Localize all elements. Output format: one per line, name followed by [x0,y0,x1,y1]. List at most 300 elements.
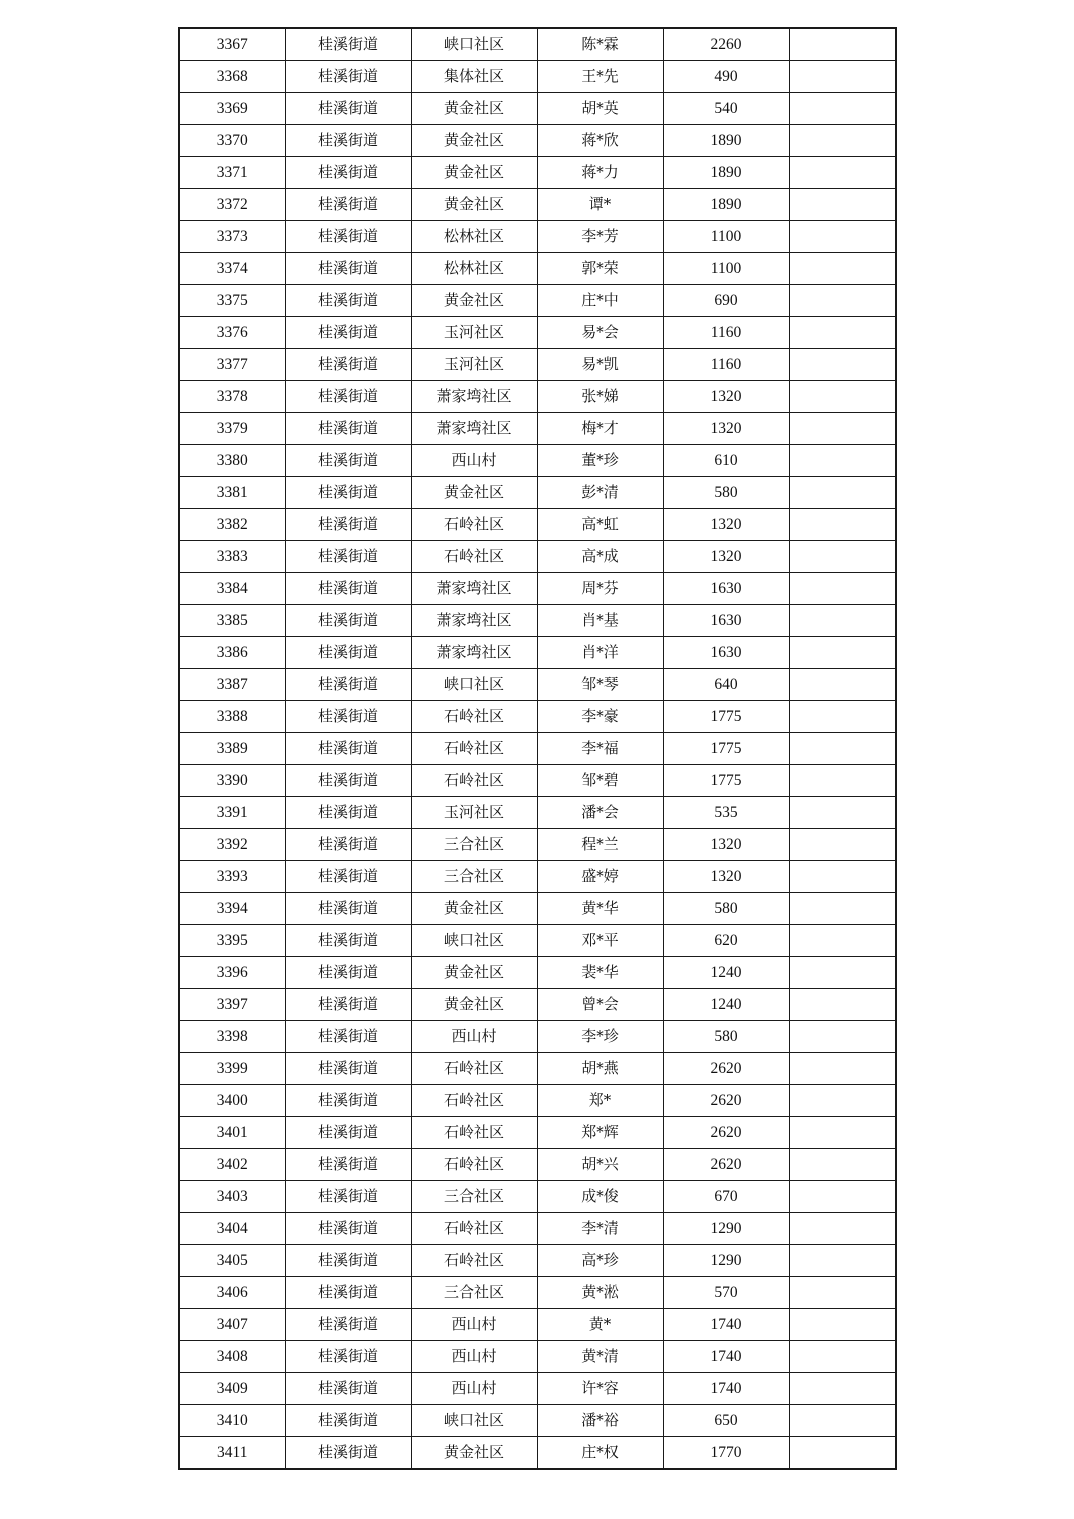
community-cell: 峡口社区 [411,28,537,61]
name-cell: 胡*英 [537,93,663,125]
amount-cell: 580 [663,1021,789,1053]
remark-cell [789,221,896,253]
row-number-cell: 3369 [179,93,285,125]
amount-cell: 1740 [663,1373,789,1405]
table-row [179,925,896,957]
name-cell: 郑* [537,1085,663,1117]
street-cell: 桂溪街道 [285,1213,411,1245]
row-number-cell: 3399 [179,1053,285,1085]
table-row [179,1437,896,1470]
row-number-cell: 3403 [179,1181,285,1213]
community-cell: 石岭社区 [411,509,537,541]
amount-cell: 1775 [663,765,789,797]
street-cell: 桂溪街道 [285,925,411,957]
amount-cell: 1320 [663,861,789,893]
remark-cell [789,445,896,477]
table-row [179,253,896,285]
name-cell: 高*成 [537,541,663,573]
name-cell: 郑*辉 [537,1117,663,1149]
street-cell: 桂溪街道 [285,253,411,285]
name-cell: 黄*清 [537,1341,663,1373]
row-number-cell: 3393 [179,861,285,893]
community-cell: 黄金社区 [411,125,537,157]
name-cell: 肖*洋 [537,637,663,669]
street-cell: 桂溪街道 [285,93,411,125]
street-cell: 桂溪街道 [285,1277,411,1309]
name-cell: 李*清 [537,1213,663,1245]
street-cell: 桂溪街道 [285,829,411,861]
community-cell: 西山村 [411,445,537,477]
remark-cell [789,1085,896,1117]
amount-cell: 1100 [663,253,789,285]
row-number-cell: 3382 [179,509,285,541]
table-row [179,989,896,1021]
street-cell: 桂溪街道 [285,189,411,221]
street-cell: 桂溪街道 [285,125,411,157]
amount-cell: 580 [663,893,789,925]
remark-cell [789,733,896,765]
row-number-cell: 3389 [179,733,285,765]
row-number-cell: 3370 [179,125,285,157]
amount-cell: 670 [663,1181,789,1213]
table-row [179,669,896,701]
remark-cell [789,573,896,605]
amount-cell: 640 [663,669,789,701]
amount-cell: 535 [663,797,789,829]
community-cell: 萧家塆社区 [411,637,537,669]
amount-cell: 1320 [663,381,789,413]
table-row [179,61,896,93]
table-row [179,733,896,765]
amount-cell: 1740 [663,1341,789,1373]
name-cell: 程*兰 [537,829,663,861]
amount-cell: 1740 [663,1309,789,1341]
name-cell: 李*芳 [537,221,663,253]
table-row [179,125,896,157]
remark-cell [789,541,896,573]
amount-cell: 2260 [663,28,789,61]
amount-cell: 570 [663,1277,789,1309]
amount-cell: 1290 [663,1245,789,1277]
name-cell: 张*娣 [537,381,663,413]
community-cell: 萧家塆社区 [411,605,537,637]
community-cell: 石岭社区 [411,1149,537,1181]
row-number-cell: 3367 [179,28,285,61]
amount-cell: 1320 [663,541,789,573]
row-number-cell: 3383 [179,541,285,573]
street-cell: 桂溪街道 [285,349,411,381]
community-cell: 西山村 [411,1021,537,1053]
street-cell: 桂溪街道 [285,541,411,573]
remark-cell [789,1341,896,1373]
remark-cell [789,93,896,125]
amount-cell: 1630 [663,637,789,669]
community-cell: 黄金社区 [411,93,537,125]
remark-cell [789,957,896,989]
name-cell: 庄*中 [537,285,663,317]
table-row [179,701,896,733]
table-row [179,1245,896,1277]
remark-cell [789,477,896,509]
community-cell: 石岭社区 [411,1245,537,1277]
remark-cell [789,1437,896,1470]
name-cell: 高*虹 [537,509,663,541]
amount-cell: 540 [663,93,789,125]
amount-cell: 1630 [663,605,789,637]
street-cell: 桂溪街道 [285,989,411,1021]
row-number-cell: 3376 [179,317,285,349]
amount-cell: 1160 [663,349,789,381]
name-cell: 王*先 [537,61,663,93]
remark-cell [789,1245,896,1277]
remark-cell [789,925,896,957]
row-number-cell: 3390 [179,765,285,797]
street-cell: 桂溪街道 [285,797,411,829]
street-cell: 桂溪街道 [285,1149,411,1181]
community-cell: 松林社区 [411,221,537,253]
name-cell: 梅*才 [537,413,663,445]
name-cell: 易*凯 [537,349,663,381]
amount-cell: 1890 [663,189,789,221]
street-cell: 桂溪街道 [285,285,411,317]
table-row [179,1021,896,1053]
remark-cell [789,157,896,189]
table-row [179,637,896,669]
remark-cell [789,413,896,445]
name-cell: 潘*会 [537,797,663,829]
remark-cell [789,1181,896,1213]
table-row [179,797,896,829]
table-row [179,1117,896,1149]
name-cell: 庄*权 [537,1437,663,1470]
amount-cell: 1890 [663,157,789,189]
street-cell: 桂溪街道 [285,1053,411,1085]
amount-cell: 620 [663,925,789,957]
name-cell: 易*会 [537,317,663,349]
name-cell: 盛*婷 [537,861,663,893]
name-cell: 周*芬 [537,573,663,605]
amount-cell: 690 [663,285,789,317]
remark-cell [789,669,896,701]
row-number-cell: 3368 [179,61,285,93]
street-cell: 桂溪街道 [285,733,411,765]
street-cell: 桂溪街道 [285,957,411,989]
remark-cell [789,765,896,797]
name-cell: 郭*荣 [537,253,663,285]
name-cell: 邓*平 [537,925,663,957]
row-number-cell: 3386 [179,637,285,669]
name-cell: 裴*华 [537,957,663,989]
table-row [179,1181,896,1213]
row-number-cell: 3401 [179,1117,285,1149]
community-cell: 石岭社区 [411,701,537,733]
street-cell: 桂溪街道 [285,509,411,541]
name-cell: 成*俊 [537,1181,663,1213]
community-cell: 玉河社区 [411,797,537,829]
row-number-cell: 3373 [179,221,285,253]
community-cell: 三合社区 [411,861,537,893]
remark-cell [789,797,896,829]
remark-cell [789,317,896,349]
name-cell: 黄*华 [537,893,663,925]
remark-cell [789,381,896,413]
amount-cell: 1320 [663,509,789,541]
amount-cell: 1100 [663,221,789,253]
row-number-cell: 3407 [179,1309,285,1341]
name-cell: 胡*兴 [537,1149,663,1181]
table-body [179,28,896,1469]
street-cell: 桂溪街道 [285,1309,411,1341]
row-number-cell: 3404 [179,1213,285,1245]
row-number-cell: 3411 [179,1437,285,1470]
remark-cell [789,28,896,61]
table-row [179,1341,896,1373]
table-row [179,349,896,381]
table-row [179,1085,896,1117]
remark-cell [789,349,896,381]
table-row [179,445,896,477]
community-cell: 石岭社区 [411,541,537,573]
community-cell: 石岭社区 [411,1053,537,1085]
table-row [179,317,896,349]
row-number-cell: 3406 [179,1277,285,1309]
table-row [179,93,896,125]
street-cell: 桂溪街道 [285,573,411,605]
row-number-cell: 3405 [179,1245,285,1277]
row-number-cell: 3374 [179,253,285,285]
community-cell: 西山村 [411,1309,537,1341]
street-cell: 桂溪街道 [285,1085,411,1117]
name-cell: 李*豪 [537,701,663,733]
amount-cell: 2620 [663,1117,789,1149]
street-cell: 桂溪街道 [285,445,411,477]
community-cell: 西山村 [411,1341,537,1373]
street-cell: 桂溪街道 [285,637,411,669]
row-number-cell: 3395 [179,925,285,957]
row-number-cell: 3391 [179,797,285,829]
remark-cell [789,1309,896,1341]
table-row [179,541,896,573]
data-table [178,27,897,1470]
street-cell: 桂溪街道 [285,381,411,413]
amount-cell: 1320 [663,413,789,445]
street-cell: 桂溪街道 [285,605,411,637]
community-cell: 石岭社区 [411,1213,537,1245]
street-cell: 桂溪街道 [285,157,411,189]
name-cell: 许*容 [537,1373,663,1405]
table-row [179,1053,896,1085]
name-cell: 蒋*欣 [537,125,663,157]
table-row [179,957,896,989]
name-cell: 胡*燕 [537,1053,663,1085]
row-number-cell: 3396 [179,957,285,989]
name-cell: 邹*碧 [537,765,663,797]
table-row [179,477,896,509]
street-cell: 桂溪街道 [285,477,411,509]
row-number-cell: 3402 [179,1149,285,1181]
amount-cell: 490 [663,61,789,93]
table-row [179,1277,896,1309]
name-cell: 高*珍 [537,1245,663,1277]
remark-cell [789,893,896,925]
table-row [179,1309,896,1341]
community-cell: 黄金社区 [411,477,537,509]
remark-cell [789,1021,896,1053]
street-cell: 桂溪街道 [285,1117,411,1149]
street-cell: 桂溪街道 [285,861,411,893]
name-cell: 董*珍 [537,445,663,477]
row-number-cell: 3394 [179,893,285,925]
remark-cell [789,61,896,93]
remark-cell [789,989,896,1021]
street-cell: 桂溪街道 [285,1245,411,1277]
remark-cell [789,1149,896,1181]
row-number-cell: 3400 [179,1085,285,1117]
remark-cell [789,637,896,669]
community-cell: 黄金社区 [411,189,537,221]
amount-cell: 2620 [663,1085,789,1117]
table-row [179,1373,896,1405]
amount-cell: 2620 [663,1149,789,1181]
name-cell: 谭* [537,189,663,221]
remark-cell [789,253,896,285]
amount-cell: 1160 [663,317,789,349]
remark-cell [789,1277,896,1309]
row-number-cell: 3379 [179,413,285,445]
remark-cell [789,1053,896,1085]
name-cell: 曾*会 [537,989,663,1021]
amount-cell: 610 [663,445,789,477]
street-cell: 桂溪街道 [285,1181,411,1213]
row-number-cell: 3381 [179,477,285,509]
table-row [179,1405,896,1437]
community-cell: 集体社区 [411,61,537,93]
table-row [179,285,896,317]
community-cell: 三合社区 [411,829,537,861]
remark-cell [789,1213,896,1245]
amount-cell: 1775 [663,701,789,733]
row-number-cell: 3388 [179,701,285,733]
community-cell: 黄金社区 [411,957,537,989]
table-row [179,829,896,861]
community-cell: 玉河社区 [411,317,537,349]
table-row [179,413,896,445]
community-cell: 峡口社区 [411,1405,537,1437]
remark-cell [789,1117,896,1149]
remark-cell [789,509,896,541]
community-cell: 三合社区 [411,1181,537,1213]
table-row [179,573,896,605]
table-row [179,221,896,253]
amount-cell: 1630 [663,573,789,605]
row-number-cell: 3384 [179,573,285,605]
community-cell: 黄金社区 [411,1437,537,1470]
name-cell: 李*福 [537,733,663,765]
street-cell: 桂溪街道 [285,1405,411,1437]
community-cell: 三合社区 [411,1277,537,1309]
row-number-cell: 3375 [179,285,285,317]
row-number-cell: 3410 [179,1405,285,1437]
row-number-cell: 3380 [179,445,285,477]
table-row [179,381,896,413]
remark-cell [789,1373,896,1405]
community-cell: 石岭社区 [411,765,537,797]
community-cell: 萧家塆社区 [411,413,537,445]
table-row [179,605,896,637]
name-cell: 彭*清 [537,477,663,509]
table-row [179,893,896,925]
table-row [179,1213,896,1245]
community-cell: 松林社区 [411,253,537,285]
street-cell: 桂溪街道 [285,1021,411,1053]
row-number-cell: 3378 [179,381,285,413]
street-cell: 桂溪街道 [285,669,411,701]
community-cell: 萧家塆社区 [411,573,537,605]
row-number-cell: 3385 [179,605,285,637]
amount-cell: 1890 [663,125,789,157]
community-cell: 石岭社区 [411,1085,537,1117]
street-cell: 桂溪街道 [285,701,411,733]
street-cell: 桂溪街道 [285,317,411,349]
amount-cell: 1240 [663,957,789,989]
community-cell: 黄金社区 [411,989,537,1021]
name-cell: 潘*裕 [537,1405,663,1437]
row-number-cell: 3398 [179,1021,285,1053]
remark-cell [789,861,896,893]
name-cell: 肖*基 [537,605,663,637]
amount-cell: 1770 [663,1437,789,1470]
street-cell: 桂溪街道 [285,1341,411,1373]
community-cell: 西山村 [411,1373,537,1405]
remark-cell [789,189,896,221]
name-cell: 李*珍 [537,1021,663,1053]
remark-cell [789,701,896,733]
row-number-cell: 3372 [179,189,285,221]
street-cell: 桂溪街道 [285,1373,411,1405]
amount-cell: 1320 [663,829,789,861]
row-number-cell: 3392 [179,829,285,861]
table-row [179,765,896,797]
amount-cell: 1240 [663,989,789,1021]
community-cell: 萧家塆社区 [411,381,537,413]
community-cell: 玉河社区 [411,349,537,381]
amount-cell: 1290 [663,1213,789,1245]
table-row [179,189,896,221]
remark-cell [789,829,896,861]
name-cell: 邹*琴 [537,669,663,701]
community-cell: 黄金社区 [411,893,537,925]
remark-cell [789,285,896,317]
table-row [179,28,896,61]
community-cell: 石岭社区 [411,733,537,765]
name-cell: 黄* [537,1309,663,1341]
row-number-cell: 3397 [179,989,285,1021]
remark-cell [789,125,896,157]
amount-cell: 1775 [663,733,789,765]
amount-cell: 650 [663,1405,789,1437]
table-row [179,509,896,541]
street-cell: 桂溪街道 [285,765,411,797]
table-row [179,157,896,189]
amount-cell: 2620 [663,1053,789,1085]
street-cell: 桂溪街道 [285,413,411,445]
remark-cell [789,605,896,637]
row-number-cell: 3408 [179,1341,285,1373]
amount-cell: 580 [663,477,789,509]
remark-cell [789,1405,896,1437]
street-cell: 桂溪街道 [285,61,411,93]
row-number-cell: 3371 [179,157,285,189]
